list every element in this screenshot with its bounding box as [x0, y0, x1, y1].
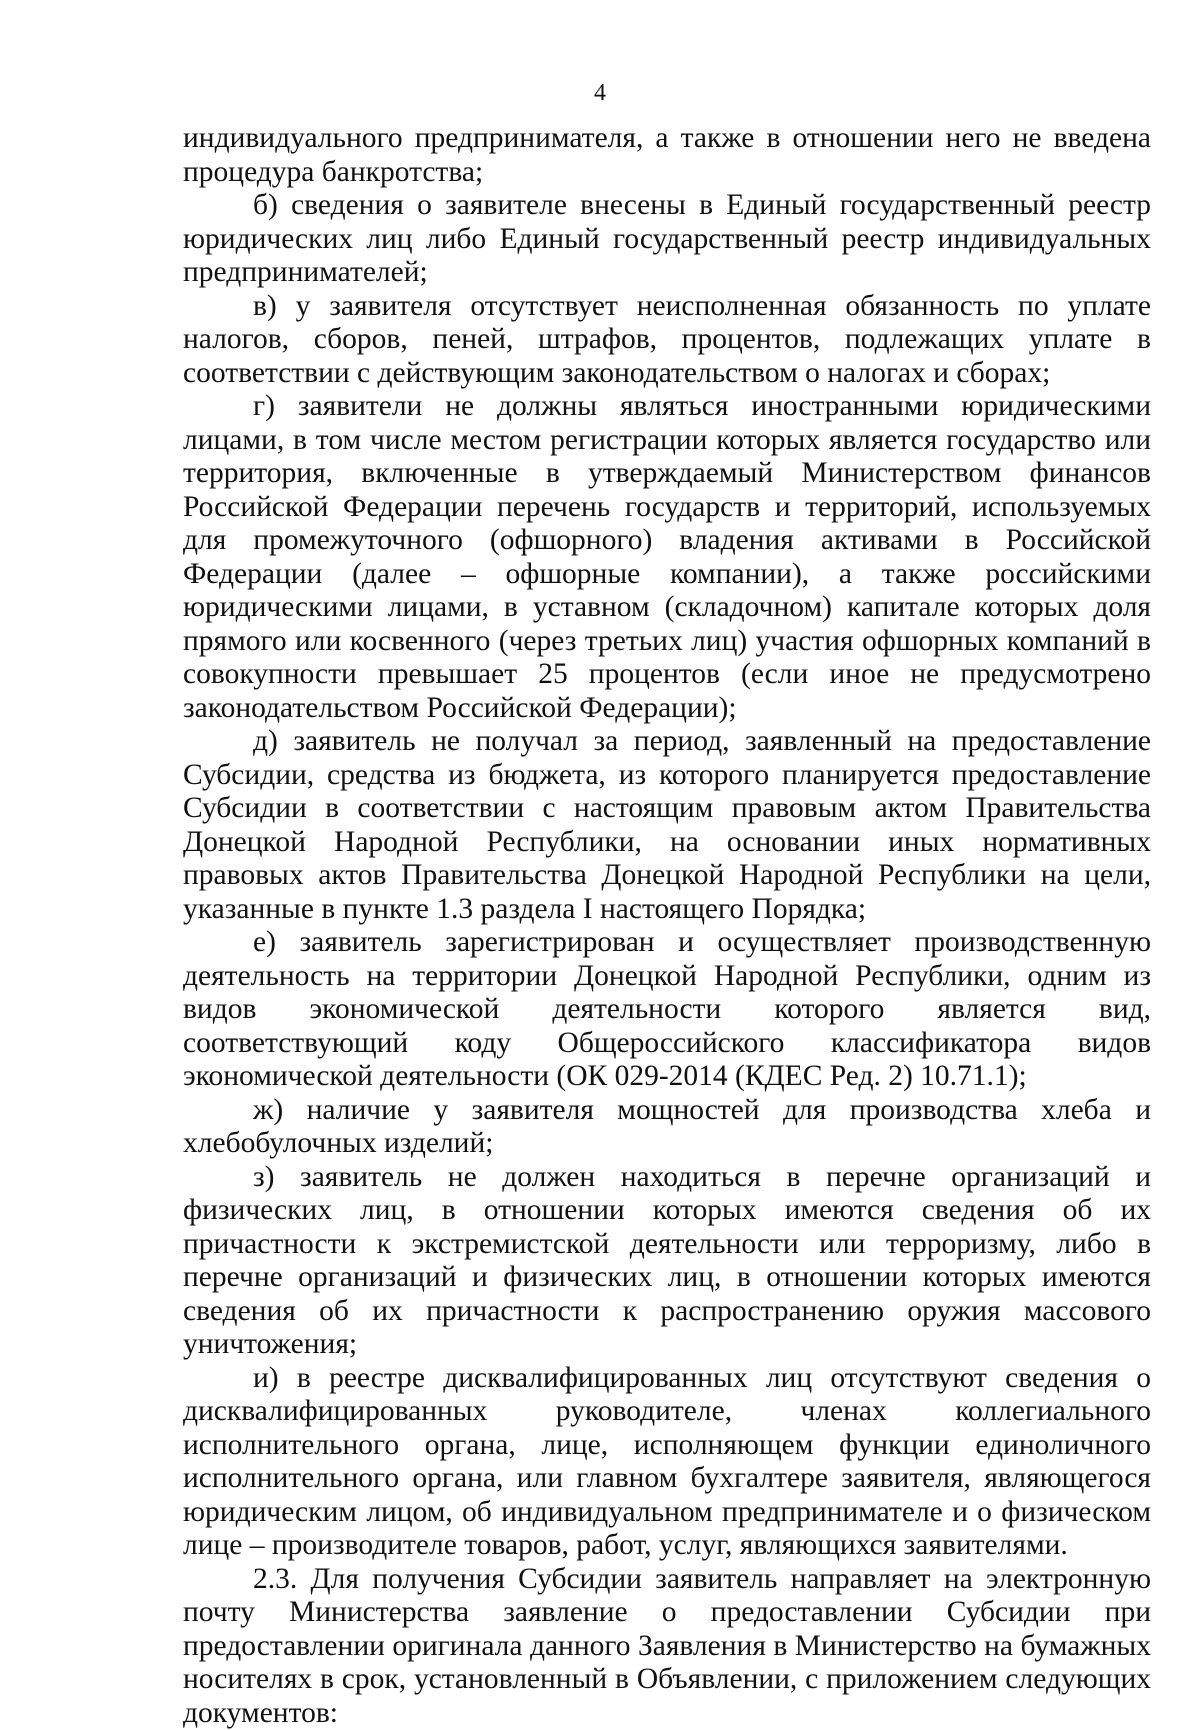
paragraph-continuation: индивидуального предпринимателя, а также в отношении него не введена процедура банкротства; — [183, 122, 1151, 189]
paragraph-g: г) заявители не должны являться иностранными юридическими лицами, в том числе местом регистрации которых является государство или территория, включенные в утверждаемый Министерством финансов Российской Федерации перечень государств и территорий, используемых для промежуточного (офшорного) владения активами в Российской Федерации (далее – офшорные компании), а также российскими юридическими лицами, в уставном (складочном) капитале которых доля прямого или косвенного (через третьих лиц) участия офшорных компаний в совокупности превышает 25 процентов (если иное не предусмотрено законодательством Российской Федерации); — [183, 390, 1151, 725]
paragraph-2-3: 2.3. Для получения Субсидии заявитель направляет на электронную почту Министерства заявление о предоставлении Субсидии при предоставлении оригинала данного Заявления в Министерство на бумажных носителях в срок, установленный в Объявлении, с приложением следующих документов: — [183, 1563, 1151, 1730]
paragraph-e: е) заявитель зарегистрирован и осуществляет производственную деятельность на территории Донецкой Народной Республики, одним из видов экономической деятельности которого является вид, соответствующий коду Общероссийского классификатора видов экономической деятельности (ОК 029-2014 (КДЕС Ред. 2) 10.71.1); — [183, 926, 1151, 1094]
paragraph-zh: ж) наличие у заявителя мощностей для производства хлеба и хлебобулочных изделий; — [183, 1094, 1151, 1161]
paragraph-i: и) в реестре дисквалифицированных лиц отсутствуют сведения о дисквалифицированных руководителе, членах коллегиального исполнительного органа, лице, исполняющем функции единоличного исполнительного органа, или главном бухгалтере заявителя, являющегося юридическим лицом, об индивидуальном предпринимателе и о физическом лице – производителе товаров, работ, услуг, являющихся заявителями. — [183, 1362, 1151, 1563]
paragraph-v: в) у заявителя отсутствует неисполненная обязанность по уплате налогов, сборов, пеней, штрафов, процентов, подлежащих уплате в соответствии с действующим законодательством о налогах и сборах; — [183, 290, 1151, 391]
document-body — [183, 122, 1151, 1730]
paragraph-d: д) заявитель не получал за период, заявленный на предоставление Субсидии, средства из бюджета, из которого планируется предоставление Субсидии в соответствии с настоящим правовым актом Правительства Донецкой Народной Республики, на основании иных нормативных правовых актов Правительства Донецкой Народной Республики на цели, указанные в пункте 1.3 раздела I настоящего Порядка; — [183, 725, 1151, 926]
paragraph-b: б) сведения о заявителе внесены в Единый государственный реестр юридических лиц либо Единый государственный реестр индивидуальных предпринимателей; — [183, 189, 1151, 290]
page-number: 4 — [0, 78, 1200, 108]
paragraph-z: з) заявитель не должен находиться в перечне организаций и физических лиц, в отношении которых имеются сведения об их причастности к экстремистской деятельности или терроризму, либо в перечне организаций и физических лиц, в отношении которых имеются сведения об их причастности к распространению оружия массового уничтожения; — [183, 1161, 1151, 1362]
